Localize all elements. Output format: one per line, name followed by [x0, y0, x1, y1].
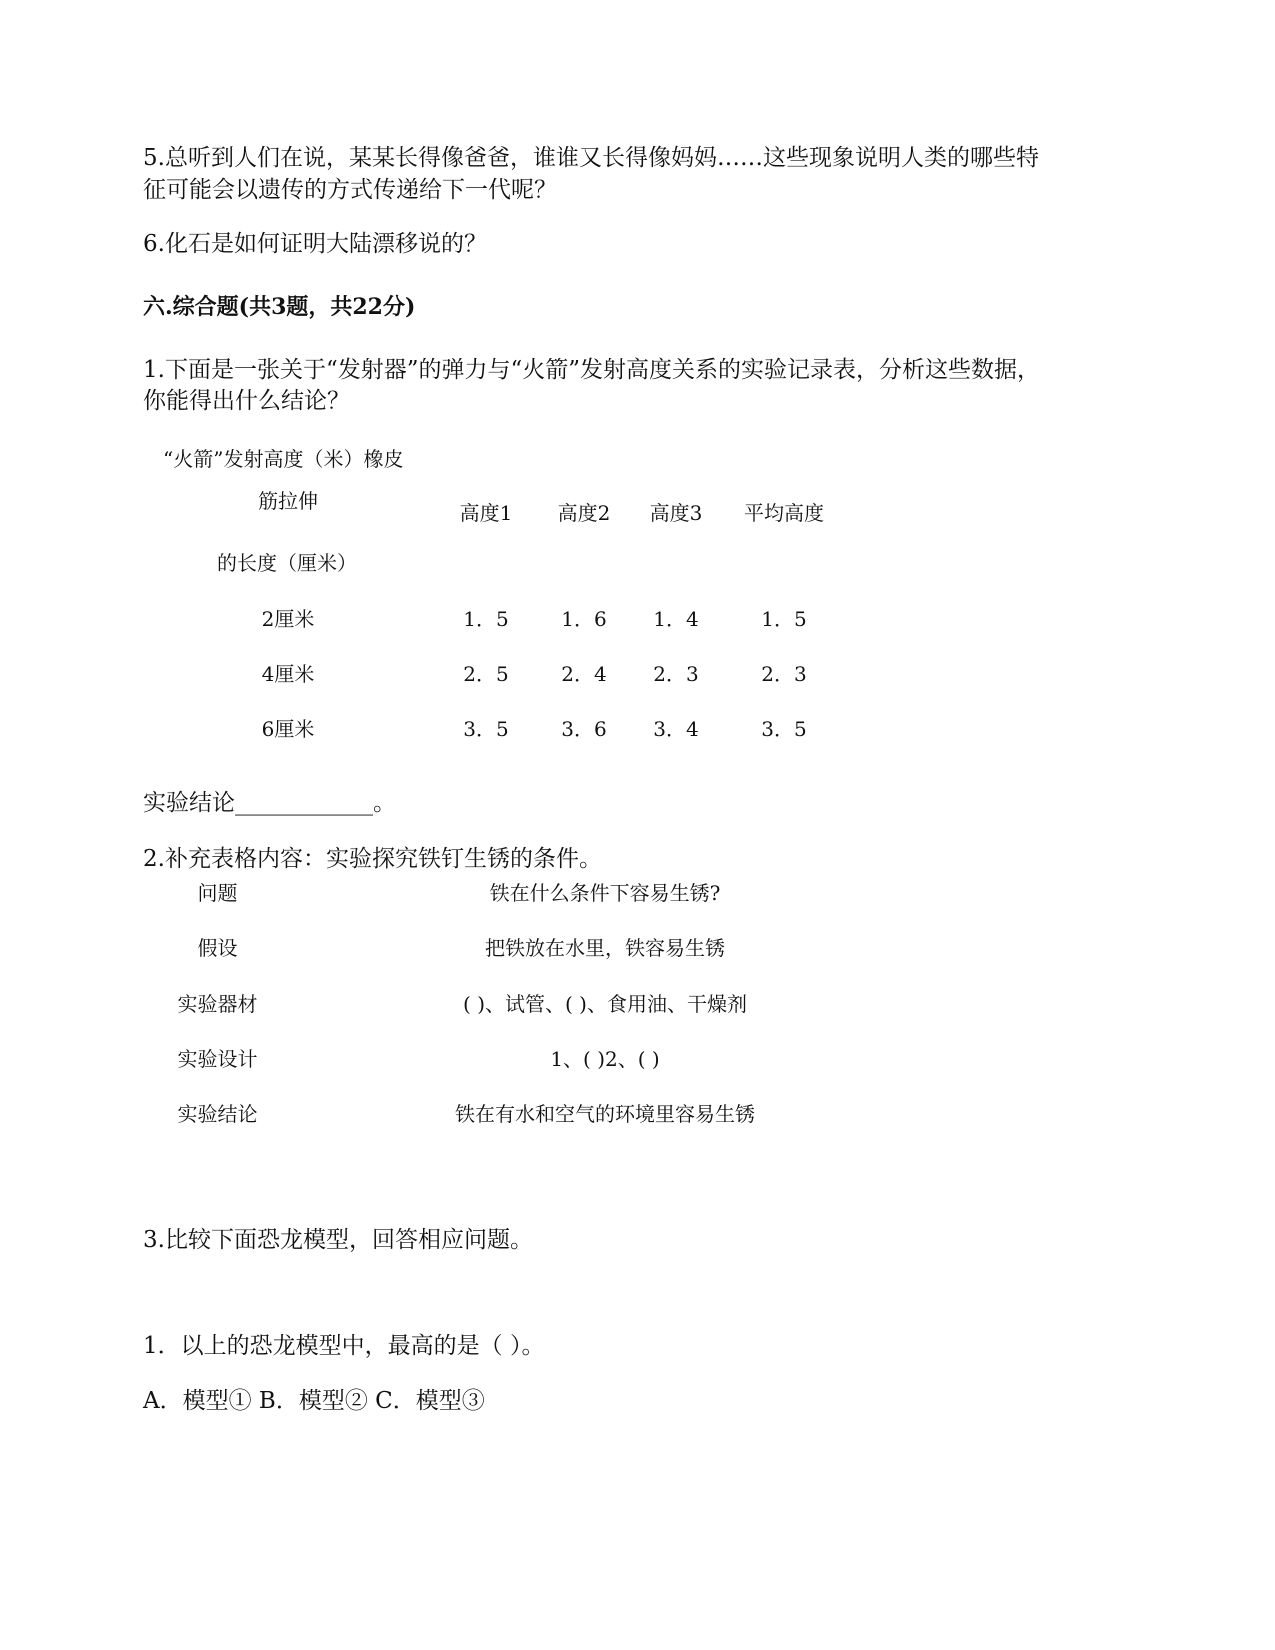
row-label-hypothesis: 假设: [197, 936, 238, 960]
row-value-materials: ( )、试管、( )、食用油、干燥剂: [463, 992, 747, 1016]
comprehensive-q1-line-1: 1.下面是一张关于“发射器”的弹力与“火箭”发射高度关系的实验记录表，分析这些数据，: [143, 357, 1040, 383]
table-cell: 2．4: [561, 662, 607, 686]
row-label-2cm: 2厘米: [261, 607, 315, 631]
table-cell: 2．5: [463, 662, 509, 686]
row-value-conclusion: 铁在有水和空气的环境里容易生锈: [455, 1102, 755, 1126]
comprehensive-q3-title: 3.比较下面恐龙模型，回答相应问题。: [143, 1227, 533, 1253]
table-header-bottom: 的长度（厘米）: [217, 551, 357, 575]
row-label-materials: 实验器材: [177, 992, 258, 1016]
answer-options: A．模型① B．模型② C．模型③: [143, 1388, 485, 1414]
row-label-design: 实验设计: [177, 1047, 258, 1071]
table-cell: 1．6: [561, 607, 607, 631]
row-value-question: 铁在什么条件下容易生锈?: [489, 881, 721, 905]
table-header-top: “火箭”发射高度（米）橡皮: [163, 447, 404, 471]
column-header-height-3: 高度3: [649, 501, 703, 525]
column-header-average: 平均高度: [744, 501, 824, 525]
table-cell: 1．5: [761, 607, 807, 631]
experiment-conclusion-blank: 实验结论____________。: [143, 790, 396, 816]
table-cell: 2．3: [653, 662, 699, 686]
comprehensive-q1-line-2: 你能得出什么结论？: [143, 388, 350, 414]
column-header-height-2: 高度2: [557, 501, 611, 525]
section-6-title: 六.综合题(共3题，共22分): [143, 294, 416, 320]
column-header-height-1: 高度1: [459, 501, 513, 525]
question-5-line-1: 5.总听到人们在说，某某长得像爸爸，谁谁又长得像妈妈……这些现象说明人类的哪些特: [143, 145, 1039, 171]
question-5-line-2: 征可能会以遗传的方式传递给下一代呢？: [143, 177, 557, 203]
question-6: 6.化石是如何证明大陆漂移说的？: [143, 231, 487, 257]
comprehensive-q2-title: 2.补充表格内容：实验探究铁钉生锈的条件。: [143, 846, 602, 872]
sub-question-1: 1．以上的恐龙模型中，最高的是（ ）。: [143, 1333, 545, 1359]
table-cell: 1．4: [653, 607, 699, 631]
table-header-mid: 筋拉伸: [258, 489, 318, 513]
row-label-conclusion: 实验结论: [177, 1102, 258, 1126]
table-cell: 3．6: [561, 717, 607, 741]
row-value-hypothesis: 把铁放在水里，铁容易生锈: [485, 936, 725, 960]
row-label-6cm: 6厘米: [261, 717, 315, 741]
table-cell: 3．5: [463, 717, 509, 741]
table-cell: 1．5: [463, 607, 509, 631]
row-label-4cm: 4厘米: [261, 662, 315, 686]
table-cell: 3．5: [761, 717, 807, 741]
row-value-design: 1、( )2、( ): [550, 1047, 660, 1071]
table-cell: 2．3: [761, 662, 807, 686]
row-label-question: 问题: [197, 881, 238, 905]
table-cell: 3．4: [653, 717, 699, 741]
